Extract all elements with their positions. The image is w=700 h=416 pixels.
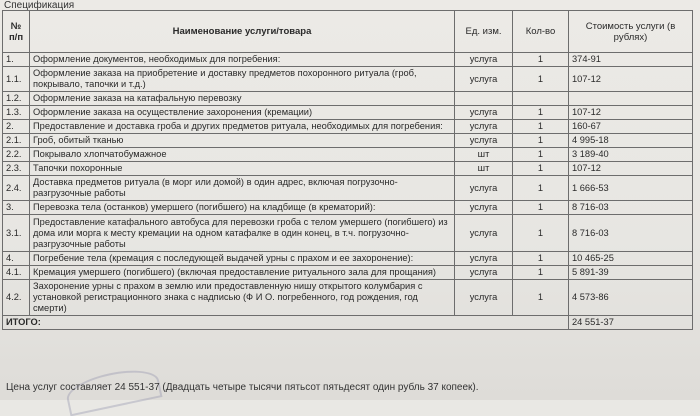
unit-cell: услуга [455, 215, 513, 252]
table-row [3, 134, 693, 148]
header-name: Наименование услуги/товара [30, 11, 455, 53]
row-number-cell: 4.2. [3, 280, 30, 316]
specification-table [2, 10, 693, 330]
service-name-cell: Оформление заказа на приобретение и доставку предметов похоронного ритуала (гроб, покрывало, тапочки и т.д.) [30, 67, 455, 92]
price-cell: 107-12 [569, 162, 693, 176]
table-row [3, 201, 693, 215]
table-row [3, 162, 693, 176]
price-cell: 5 891-39 [569, 266, 693, 280]
unit-cell: шт [455, 162, 513, 176]
unit-cell: услуга [455, 120, 513, 134]
table-row [3, 92, 693, 106]
row-number-cell: 4. [3, 252, 30, 266]
price-cell: 4 573-86 [569, 280, 693, 316]
table-row [3, 148, 693, 162]
table-row [3, 176, 693, 201]
service-name-cell: Захоронение урны с прахом в землю или предоставленную нишу открытого колумбария с установкой регистрационного знака с надписью (Ф И О. погребенного, год рождения, год смерти) [30, 280, 455, 316]
row-number-cell: 2.4. [3, 176, 30, 201]
unit-cell: услуга [455, 53, 513, 67]
table-row [3, 266, 693, 280]
price-cell: 3 189-40 [569, 148, 693, 162]
service-name-cell: Гроб, обитый тканью [30, 134, 455, 148]
unit-cell: услуга [455, 176, 513, 201]
quantity-cell: 1 [513, 215, 569, 252]
service-name-cell: Оформление заказа на осуществление захоронения (кремации) [30, 106, 455, 120]
header-price: Стоимость услуги (в рублях) [569, 11, 693, 53]
service-name-cell: Покрывало хлопчатобумажное [30, 148, 455, 162]
service-name-cell: Тапочки похоронные [30, 162, 455, 176]
price-cell [569, 92, 693, 106]
quantity-cell [513, 92, 569, 106]
price-cell: 10 465-25 [569, 252, 693, 266]
row-number-cell: 1.3. [3, 106, 30, 120]
quantity-cell: 1 [513, 120, 569, 134]
unit-cell [455, 92, 513, 106]
quantity-cell: 1 [513, 201, 569, 215]
unit-cell: услуга [455, 106, 513, 120]
service-name-cell: Оформление заказа на катафальную перевозку [30, 92, 455, 106]
row-number-cell: 1.1. [3, 67, 30, 92]
quantity-cell: 1 [513, 162, 569, 176]
service-name-cell: Погребение тела (кремация с последующей выдачей урны с прахом и ее захоронение): [30, 252, 455, 266]
table-header-row [3, 11, 693, 53]
service-name-cell: Оформление документов, необходимых для погребения: [30, 53, 455, 67]
service-name-cell: Предоставление катафального автобуса для перевозки гроба с телом умершего (погибшего) из дома или морга к месту кремации на одном катафалке в один конец, в т.ч. погрузочно-разгрузочные работы [30, 215, 455, 252]
unit-cell: услуга [455, 252, 513, 266]
total-label: ИТОГО: [3, 316, 569, 330]
quantity-cell: 1 [513, 67, 569, 92]
table-row [3, 252, 693, 266]
price-cell: 1 666-53 [569, 176, 693, 201]
total-price: 24 551-37 [569, 316, 693, 330]
row-number-cell: 2.3. [3, 162, 30, 176]
row-number-cell: 2.1. [3, 134, 30, 148]
quantity-cell: 1 [513, 134, 569, 148]
price-summary-text: Цена услуг составляет 24 551-37 (Двадцать четыре тысячи пятьсот пятьдесят один рубль 37 копеек). [6, 382, 479, 393]
document-caption: Спецификация [4, 0, 75, 11]
service-name-cell: Доставка предметов ритуала (в морг или домой) в один адрес, включая погрузочно-разгрузочные работы [30, 176, 455, 201]
table-row [3, 120, 693, 134]
quantity-cell: 1 [513, 176, 569, 201]
total-row [3, 316, 693, 330]
table-body [3, 53, 693, 330]
table-row [3, 215, 693, 252]
row-number-cell: 2. [3, 120, 30, 134]
table-row [3, 106, 693, 120]
quantity-cell: 1 [513, 252, 569, 266]
unit-cell: услуга [455, 134, 513, 148]
unit-cell: услуга [455, 67, 513, 92]
unit-cell: услуга [455, 280, 513, 316]
quantity-cell: 1 [513, 280, 569, 316]
unit-cell: шт [455, 148, 513, 162]
service-name-cell: Предоставление и доставка гроба и других предметов ритуала, необходимых для погребения: [30, 120, 455, 134]
table-row [3, 67, 693, 92]
table-row [3, 53, 693, 67]
unit-cell: услуга [455, 266, 513, 280]
price-cell: 107-12 [569, 106, 693, 120]
row-number-cell: 3.1. [3, 215, 30, 252]
row-number-cell: 4.1. [3, 266, 30, 280]
header-num: № п/п [3, 11, 30, 53]
header-unit: Ед. изм. [455, 11, 513, 53]
row-number-cell: 2.2. [3, 148, 30, 162]
price-cell: 374-91 [569, 53, 693, 67]
table-row [3, 280, 693, 316]
row-number-cell: 1. [3, 53, 30, 67]
quantity-cell: 1 [513, 148, 569, 162]
service-name-cell: Кремация умершего (погибшего) (включая предоставление ритуального зала для прощания) [30, 266, 455, 280]
row-number-cell: 1.2. [3, 92, 30, 106]
service-name-cell: Перевозка тела (останков) умершего (погибшего) на кладбище (в крематорий): [30, 201, 455, 215]
header-qty: Кол-во [513, 11, 569, 53]
quantity-cell: 1 [513, 106, 569, 120]
quantity-cell: 1 [513, 53, 569, 67]
price-cell: 160-67 [569, 120, 693, 134]
price-cell: 4 995-18 [569, 134, 693, 148]
quantity-cell: 1 [513, 266, 569, 280]
price-cell: 107-12 [569, 67, 693, 92]
row-number-cell: 3. [3, 201, 30, 215]
unit-cell: услуга [455, 201, 513, 215]
price-cell: 8 716-03 [569, 215, 693, 252]
price-cell: 8 716-03 [569, 201, 693, 215]
